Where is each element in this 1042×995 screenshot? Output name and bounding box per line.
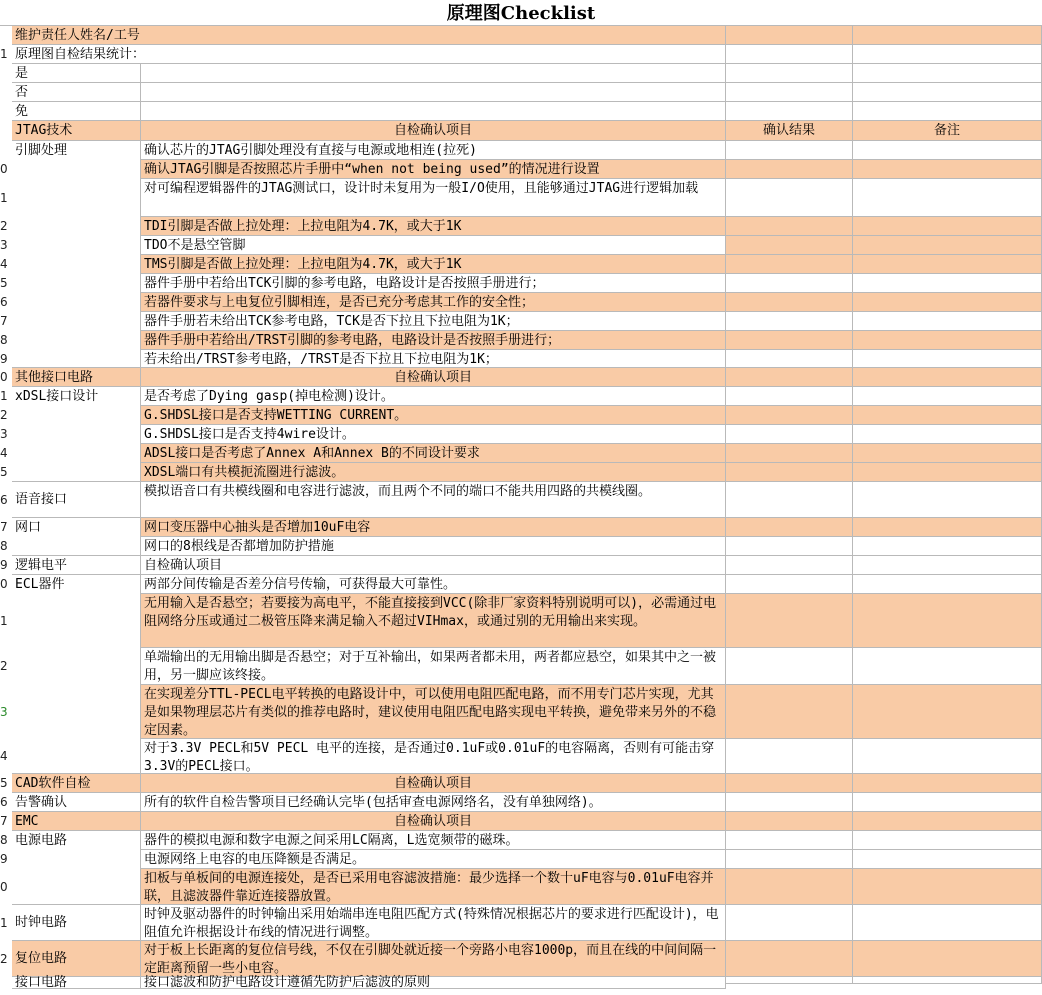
row-number: 8 bbox=[0, 333, 8, 347]
section-header-row bbox=[0, 368, 1042, 387]
sheet-title[interactable]: 原理图Checklist bbox=[0, 0, 1042, 26]
category-pin-handling[interactable]: 引脚处理 bbox=[12, 141, 141, 368]
table-row bbox=[0, 975, 1042, 990]
category-alarm-confirm[interactable]: 告警确认 bbox=[12, 793, 141, 812]
section-emc[interactable]: EMC bbox=[12, 812, 141, 831]
category-voice-label: 语音接口 bbox=[15, 491, 68, 507]
cell[interactable] bbox=[141, 83, 726, 102]
row-number: 7 bbox=[0, 814, 8, 828]
table-row bbox=[0, 537, 1042, 556]
remark-cell[interactable] bbox=[853, 793, 1042, 812]
row-number: 5 bbox=[0, 776, 8, 790]
row-number: 9 bbox=[0, 352, 8, 366]
check-item[interactable]: 所有的软件自检告警项目已经确认完毕(包括审查电源网络名，没有单独网络)。 bbox=[141, 793, 726, 812]
remark-cell[interactable] bbox=[853, 406, 1042, 425]
cell[interactable] bbox=[853, 556, 1042, 575]
category-clock[interactable] bbox=[12, 905, 141, 941]
remark-cell[interactable] bbox=[853, 312, 1042, 331]
table-row bbox=[0, 685, 1042, 739]
remark-cell[interactable] bbox=[853, 905, 1042, 941]
table-row bbox=[0, 45, 1042, 64]
header-confirm-result[interactable]: 确认结果 bbox=[726, 121, 853, 141]
section-header-row bbox=[0, 556, 1042, 575]
remark-cell[interactable] bbox=[853, 685, 1042, 739]
table-row bbox=[0, 575, 1042, 594]
remark-cell[interactable] bbox=[853, 160, 1042, 179]
category-power[interactable]: 电源电路 bbox=[12, 831, 141, 905]
table-row bbox=[0, 83, 1042, 102]
section-cad[interactable]: CAD软件自检 bbox=[12, 774, 141, 793]
section-other-interfaces[interactable]: 其他接口电路 bbox=[12, 368, 141, 387]
header-check-items[interactable]: 自检确认项目 bbox=[141, 774, 726, 793]
category-voice[interactable] bbox=[12, 482, 141, 518]
remark-cell[interactable] bbox=[853, 350, 1042, 368]
category-xdsl[interactable]: xDSL接口设计 bbox=[12, 387, 141, 482]
cell[interactable] bbox=[726, 26, 853, 45]
result-cell[interactable] bbox=[726, 739, 853, 774]
table-row bbox=[0, 102, 1042, 121]
result-cell[interactable] bbox=[726, 255, 853, 274]
check-item[interactable]: 若器件要求与上电复位引脚相连，是否已充分考虑其工作的安全性； bbox=[141, 293, 726, 312]
remark-cell[interactable] bbox=[853, 537, 1042, 556]
remark-cell[interactable] bbox=[853, 869, 1042, 905]
table-row bbox=[0, 141, 1042, 160]
check-item[interactable]: TDI引脚是否做上拉处理：上拉电阻为4.7K，或大于1K bbox=[141, 217, 726, 236]
table-row bbox=[0, 648, 1042, 685]
row-number: 0 bbox=[0, 880, 8, 894]
remark-cell[interactable] bbox=[853, 255, 1042, 274]
row-number: 3 bbox=[0, 238, 8, 252]
table-row bbox=[0, 594, 1042, 648]
table-row bbox=[0, 518, 1042, 537]
check-item[interactable]: ADSL接口是否考虑了Annex A和Annex B的不同设计要求 bbox=[141, 444, 726, 463]
row-number: 5 bbox=[0, 465, 8, 479]
header-check-items[interactable]: 自检确认项目 bbox=[141, 368, 726, 387]
table-row bbox=[0, 293, 1042, 312]
row-number: 3 bbox=[0, 705, 8, 719]
cell[interactable] bbox=[726, 556, 853, 575]
check-item[interactable]: 单端输出的无用输出脚是否悬空；对于互补输出，如果两者都未用，两者都应悬空，如果其中之一被用，另一脚应该终接。 bbox=[141, 648, 726, 685]
result-cell[interactable] bbox=[726, 482, 853, 518]
table-row bbox=[0, 850, 1042, 869]
title-row bbox=[0, 0, 1042, 26]
check-item[interactable]: 对于板上长距离的复位信号线，不仅在引脚处就近接一个旁路小电容1000p，而且在线的中间间隔一定距离预留一些小电容。 bbox=[141, 941, 726, 977]
table-row bbox=[0, 236, 1042, 255]
cell[interactable] bbox=[726, 83, 853, 102]
row-number: 3 bbox=[0, 427, 8, 441]
row-number: 1 bbox=[0, 389, 8, 403]
table-row bbox=[0, 331, 1042, 350]
check-item[interactable]: 电源网络上电容的电压降额是否满足。 bbox=[141, 850, 726, 869]
remark-cell[interactable] bbox=[853, 274, 1042, 293]
cell[interactable] bbox=[726, 368, 853, 387]
header-remarks[interactable]: 备注 bbox=[853, 121, 1042, 141]
check-item[interactable]: 对于3.3V PECL和5V PECL 电平的连接，是否通过0.1uF或0.01uF的电容隔离，否则有可能击穿3.3V的PECL接口。 bbox=[141, 739, 726, 774]
row-number: 2 bbox=[0, 408, 8, 422]
remark-cell[interactable] bbox=[853, 236, 1042, 255]
row-number: 8 bbox=[0, 539, 8, 553]
cell[interactable] bbox=[726, 774, 853, 793]
category-ecl[interactable]: ECL器件 bbox=[12, 575, 141, 774]
table-row bbox=[0, 217, 1042, 236]
section-header-row bbox=[0, 774, 1042, 793]
result-cell[interactable] bbox=[726, 331, 853, 350]
header-check-items[interactable]: 自检确认项目 bbox=[141, 812, 726, 831]
result-cell[interactable] bbox=[726, 312, 853, 331]
cell[interactable] bbox=[726, 102, 853, 121]
remark-cell[interactable] bbox=[853, 141, 1042, 160]
row-number: 9 bbox=[0, 852, 8, 866]
row-number: 0 bbox=[0, 577, 8, 591]
check-item[interactable]: 是否考虑了Dying gasp(掉电检测)设计。 bbox=[141, 387, 726, 406]
result-cell[interactable] bbox=[726, 537, 853, 556]
row-number: 1 bbox=[0, 47, 8, 61]
remark-cell[interactable] bbox=[853, 648, 1042, 685]
result-cell[interactable] bbox=[726, 685, 853, 739]
table-row bbox=[0, 255, 1042, 274]
cell[interactable] bbox=[726, 45, 853, 64]
row-number: 1 bbox=[0, 614, 8, 628]
table-row bbox=[0, 387, 1042, 406]
check-item[interactable]: 若未给出/TRST参考电路，/TRST是否下拉且下拉电阻为1K； bbox=[141, 350, 726, 368]
category-ethernet[interactable]: 网口 bbox=[12, 518, 141, 556]
table-row bbox=[0, 831, 1042, 850]
cell[interactable] bbox=[141, 64, 726, 83]
check-item[interactable]: 器件的模拟电源和数字电源之间采用LC隔离，L选宽频带的磁珠。 bbox=[141, 831, 726, 850]
result-cell[interactable] bbox=[726, 463, 853, 482]
result-cell[interactable] bbox=[726, 274, 853, 293]
result-cell[interactable] bbox=[726, 141, 853, 160]
stat-no-label[interactable]: 否 bbox=[12, 83, 141, 102]
result-cell[interactable] bbox=[726, 179, 853, 217]
table-row bbox=[0, 26, 1042, 45]
row-number: 7 bbox=[0, 314, 8, 328]
row-number: 7 bbox=[0, 520, 8, 534]
result-cell[interactable] bbox=[726, 518, 853, 537]
check-item[interactable]: 在实现差分TTL-PECL电平转换的电路设计中，可以使用电阻匹配电路，而不用专门芯片实现，尤其是如果物理层芯片有类似的推荐电路时，建议使用电阻匹配电路实现电平转换，避免带来另外的不稳定因素。 bbox=[141, 685, 726, 739]
remark-cell[interactable] bbox=[853, 977, 1042, 984]
stat-exempt-label[interactable]: 免 bbox=[12, 102, 141, 121]
cell[interactable] bbox=[853, 26, 1042, 45]
result-cell[interactable] bbox=[726, 217, 853, 236]
remark-cell[interactable] bbox=[853, 482, 1042, 518]
table-row bbox=[0, 869, 1042, 905]
row-number: 6 bbox=[0, 295, 8, 309]
remark-cell[interactable] bbox=[853, 425, 1042, 444]
section-jtag[interactable]: JTAG技术 bbox=[12, 121, 141, 141]
table-row bbox=[0, 160, 1042, 179]
result-cell[interactable] bbox=[726, 444, 853, 463]
section-header-row bbox=[0, 812, 1042, 831]
check-item[interactable]: 网口变压器中心抽头是否增加10uF电容 bbox=[141, 518, 726, 537]
check-item[interactable]: 对可编程逻辑器件的JTAG测试口，设计时未复用为一般I/O使用，且能够通过JTAG进行逻辑加载 bbox=[141, 179, 726, 217]
table-row bbox=[0, 179, 1042, 217]
row-number: 4 bbox=[0, 446, 8, 460]
header-check-items[interactable]: 自检确认项目 bbox=[141, 121, 726, 141]
section-logic-level[interactable]: 逻辑电平 bbox=[12, 556, 141, 575]
row-number: 2 bbox=[0, 952, 8, 966]
row-number: 4 bbox=[0, 749, 8, 763]
check-item[interactable]: TDO不是悬空管脚 bbox=[141, 236, 726, 255]
check-item[interactable]: 器件手册中若给出TCK引脚的参考电路，电路设计是否按照手册进行； bbox=[141, 274, 726, 293]
table-row bbox=[0, 274, 1042, 293]
result-cell[interactable] bbox=[726, 387, 853, 406]
row-number: 2 bbox=[0, 659, 8, 673]
check-item[interactable]: G.SHDSL接口是否支持4wire设计。 bbox=[141, 425, 726, 444]
cell[interactable] bbox=[853, 368, 1042, 387]
remark-cell[interactable] bbox=[853, 831, 1042, 850]
category-clock-label: 时钟电路 bbox=[15, 914, 68, 930]
section-header-row bbox=[0, 121, 1042, 141]
table-row bbox=[0, 739, 1042, 774]
remark-cell[interactable] bbox=[853, 387, 1042, 406]
row-number: 2 bbox=[0, 219, 8, 233]
remark-cell[interactable] bbox=[853, 444, 1042, 463]
result-cell[interactable] bbox=[726, 594, 853, 648]
result-cell[interactable] bbox=[726, 941, 853, 977]
maintainer-label[interactable]: 维护责任人姓名/工号 bbox=[12, 26, 726, 45]
cell[interactable] bbox=[853, 774, 1042, 793]
table-row bbox=[0, 444, 1042, 463]
table-row bbox=[0, 312, 1042, 331]
table-row bbox=[0, 64, 1042, 83]
check-item[interactable]: 器件手册若未给出TCK参考电路，TCK是否下拉且下拉电阻为1K； bbox=[141, 312, 726, 331]
cell[interactable] bbox=[726, 64, 853, 83]
cell[interactable] bbox=[853, 812, 1042, 831]
remark-cell[interactable] bbox=[853, 217, 1042, 236]
result-cell[interactable] bbox=[726, 236, 853, 255]
stat-yes-label[interactable]: 是 bbox=[12, 64, 141, 83]
stats-label[interactable]: 原理图自检结果统计： bbox=[12, 45, 726, 64]
row-number: 0 bbox=[0, 370, 8, 384]
result-cell[interactable] bbox=[726, 905, 853, 941]
remark-cell[interactable] bbox=[853, 941, 1042, 977]
category-reset-label: 复位电路 bbox=[15, 950, 68, 966]
table-row bbox=[0, 350, 1042, 368]
table-row bbox=[0, 463, 1042, 482]
result-cell[interactable] bbox=[726, 869, 853, 905]
remark-cell[interactable] bbox=[853, 575, 1042, 594]
cell[interactable] bbox=[726, 812, 853, 831]
check-item[interactable]: 器件手册中若给出/TRST引脚的参考电路，电路设计是否按照手册进行； bbox=[141, 331, 726, 350]
check-item[interactable]: 确认芯片的JTAG引脚处理没有直接与电源或地相连(拉死) bbox=[141, 141, 726, 160]
check-item[interactable]: 模拟语音口有共模线圈和电容进行滤波，而且两个不同的端口不能共用四路的共模线圈。 bbox=[141, 482, 726, 518]
remark-cell[interactable] bbox=[853, 594, 1042, 648]
remark-cell[interactable] bbox=[853, 518, 1042, 537]
result-cell[interactable] bbox=[726, 831, 853, 850]
check-item[interactable]: 两部分间传输是否差分信号传输，可获得最大可靠性。 bbox=[141, 575, 726, 594]
row-number: 6 bbox=[0, 493, 8, 507]
check-item[interactable]: 无用输入是否悬空；若要接为高电平，不能直接接到VCC(除非厂家资料特别说明可以)，必需通过电阻网络分压或通过二极管压降来满足输入不超过VIHmax，或通过别的无用输出来实现。 bbox=[141, 594, 726, 648]
check-item[interactable]: TMS引脚是否做上拉处理：上拉电阻为4.7K，或大于1K bbox=[141, 255, 726, 274]
result-cell[interactable] bbox=[726, 293, 853, 312]
table-row bbox=[0, 482, 1042, 518]
result-cell[interactable] bbox=[726, 575, 853, 594]
row-number: 6 bbox=[0, 795, 8, 809]
result-cell[interactable] bbox=[726, 160, 853, 179]
table-row bbox=[0, 425, 1042, 444]
remark-cell[interactable] bbox=[853, 850, 1042, 869]
cell[interactable] bbox=[853, 45, 1042, 64]
row-number: 1 bbox=[0, 916, 8, 930]
cell[interactable] bbox=[853, 83, 1042, 102]
cell[interactable] bbox=[853, 102, 1042, 121]
table-row bbox=[0, 905, 1042, 941]
result-cell[interactable] bbox=[726, 793, 853, 812]
remark-cell[interactable] bbox=[853, 463, 1042, 482]
result-cell[interactable] bbox=[726, 977, 853, 984]
table-row bbox=[0, 793, 1042, 812]
remark-cell[interactable] bbox=[853, 179, 1042, 217]
cell[interactable] bbox=[853, 64, 1042, 83]
check-item[interactable]: 网口的8根线是否都增加防护措施 bbox=[141, 537, 726, 556]
check-item[interactable]: 时钟及驱动器件的时钟输出采用始端串连电阻匹配方式(特殊情况根据芯片的要求进行匹配设计)，电阻值允许根据设计布线的情况进行调整。 bbox=[141, 905, 726, 941]
result-cell[interactable] bbox=[726, 425, 853, 444]
row-number: 0 bbox=[0, 162, 8, 176]
check-item[interactable]: 扣板与单板间的电源连接处，是否已采用电容滤波措施：最少选择一个数十uF电容与0.01uF电容并联，且滤波器件靠近连接器放置。 bbox=[141, 869, 726, 905]
result-cell[interactable] bbox=[726, 350, 853, 368]
row-number: 9 bbox=[0, 558, 8, 572]
check-item[interactable]: 接口滤波和防护电路设计遵循先防护后滤波的原则 bbox=[141, 970, 726, 989]
header-check-items[interactable]: 自检确认项目 bbox=[141, 556, 726, 575]
row-number: 1 bbox=[0, 191, 8, 205]
result-cell[interactable] bbox=[726, 406, 853, 425]
remark-cell[interactable] bbox=[853, 331, 1042, 350]
cell[interactable] bbox=[141, 102, 726, 121]
row-number: 5 bbox=[0, 276, 8, 290]
check-item[interactable]: G.SHDSL接口是否支持WETTING CURRENT。 bbox=[141, 406, 726, 425]
category-interface[interactable]: 接口电路 bbox=[12, 970, 141, 989]
row-number: 4 bbox=[0, 257, 8, 271]
remark-cell[interactable] bbox=[853, 739, 1042, 774]
result-cell[interactable] bbox=[726, 648, 853, 685]
check-item[interactable]: 确认JTAG引脚是否按照芯片手册中“when not being used”的情况进行设置 bbox=[141, 160, 726, 179]
row-number: 8 bbox=[0, 833, 8, 847]
remark-cell[interactable] bbox=[853, 293, 1042, 312]
table-row bbox=[0, 406, 1042, 425]
check-item[interactable]: XDSL端口有共模扼流圈进行滤波。 bbox=[141, 463, 726, 482]
result-cell[interactable] bbox=[726, 850, 853, 869]
